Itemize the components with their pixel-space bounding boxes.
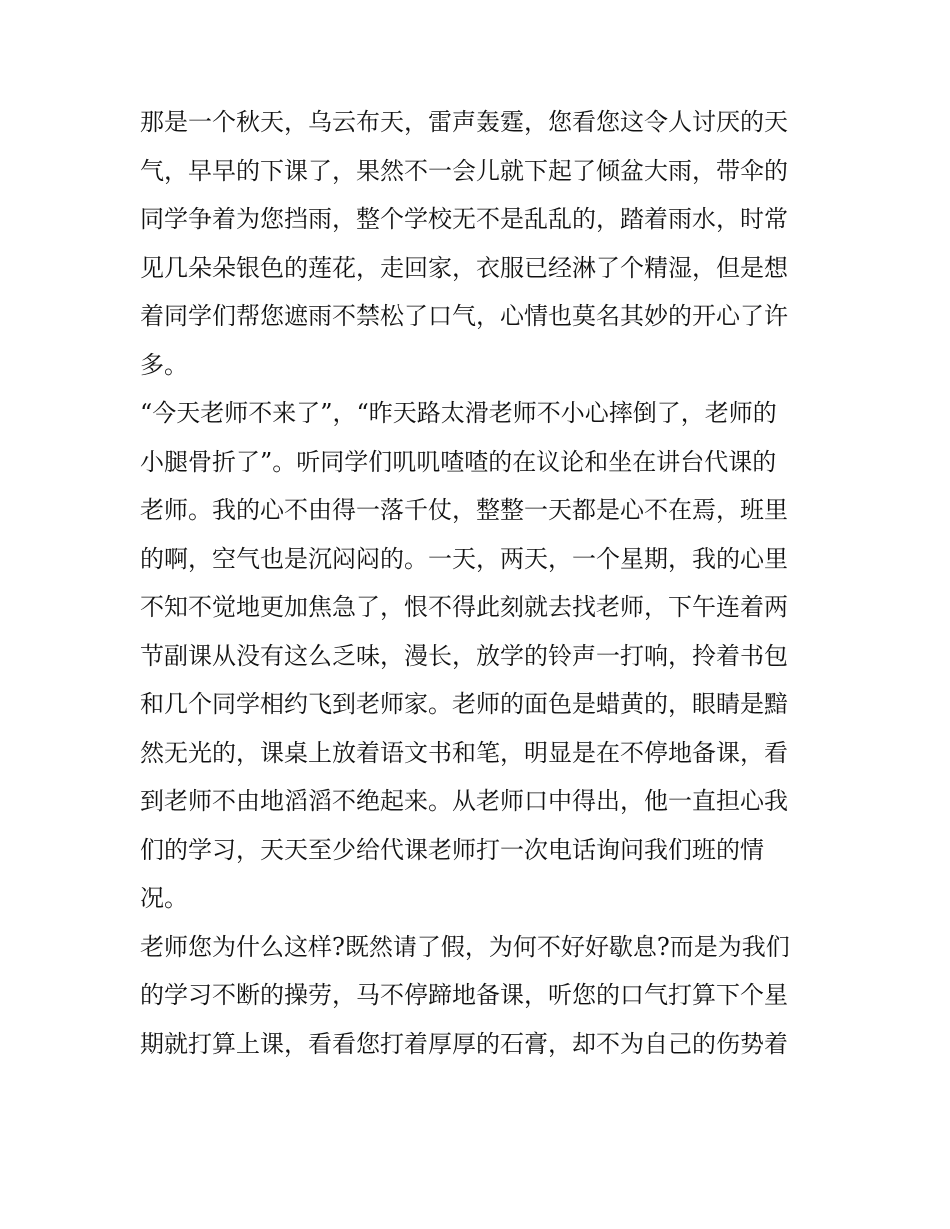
text-line: 况。 [140,884,188,912]
text-line: 多。 [140,350,188,379]
text-line: 然无光的，课桌上放着语文书和笔，明显是在不停地备课，看 [140,738,788,767]
text-line: 到老师不由地滔滔不绝起来。从老师口中得出，他一直担心我 [140,787,788,815]
text-line: 老师您为什么这样?既然请了假，为何不好好歇息?而是为我们 [140,932,790,961]
text-line: “今天老师不来了”，“昨天路太滑老师不小心摔倒了，老师的 [140,399,777,427]
text-line: 期就打算上课，看看您打着厚厚的石膏，却不为自己的伤势着 [140,1029,788,1058]
body-text [140,98,820,1068]
text-line: 气，早早的下课了，果然不一会儿就下起了倾盆大雨，带伞的 [140,156,788,185]
text-line: 不知不觉地更加焦急了，恨不得此刻就去找老师，下午连着两 [140,593,788,621]
paragraph [140,98,820,389]
text-line: 老师。我的心不由得一落千仗，整整一天都是心不在焉，班里 [140,496,788,524]
text-line: 同学争着为您挡雨，整个学校无不是乱乱的，踏着雨水，时常 [140,205,788,233]
text-line: 见几朵朵银色的莲花，走回家，衣服已经淋了个精湿，但是想 [140,253,788,282]
text-line: 那是一个秋天，乌云布天，雷声轰霆，您看您这令人讨厌的天 [140,108,788,136]
text-line: 的啊，空气也是沉闷闷的。一天，两天，一个星期，我的心里 [140,544,788,573]
text-line: 的学习不断的操劳，马不停蹄地备课，听您的口气打算下个星 [140,981,788,1009]
text-line: 节副课从没有这么乏味，漫长，放学的铃声一打响，拎着书包 [140,641,788,670]
text-line: 着同学们帮您遮雨不禁松了口气，心情也莫名其妙的开心了许 [140,302,788,330]
paragraph [140,923,820,1069]
text-line: 小腿骨折了”。听同学们叽叽喳喳的在议论和坐在讲台代课的 [140,447,777,476]
text-line: 和几个同学相约飞到老师家。老师的面色是蜡黄的，眼睛是黯 [140,690,788,718]
text-line: 们的学习，天天至少给代课老师打一次电话询问我们班的情 [140,835,764,864]
paragraph [140,389,820,923]
